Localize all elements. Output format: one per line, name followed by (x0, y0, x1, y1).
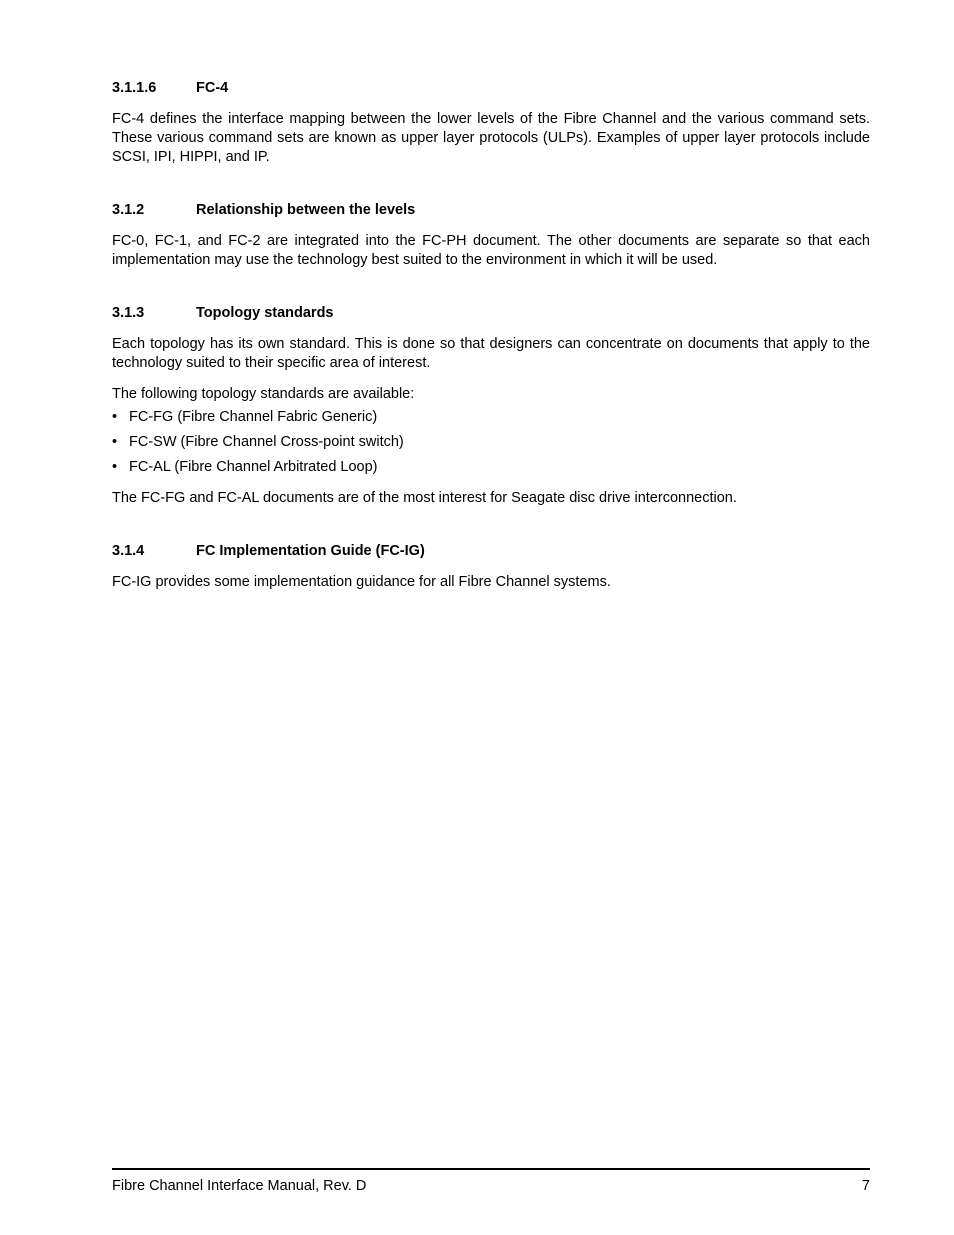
paragraph-topology-lead: The following topology standards are available: (112, 386, 415, 402)
list-item (112, 458, 870, 477)
section-heading-topology (112, 304, 870, 323)
paragraph-topology: Each topology has its own standard. This is done so that designers can concentrate on documents that apply to the technology suited to their specific area of interest. (112, 336, 870, 371)
section-heading-fc4 (112, 79, 870, 98)
section-number: 3.1.1.6 (112, 80, 157, 96)
section-heading-relationship (112, 201, 870, 220)
page-number: 7 (861, 1178, 870, 1194)
paragraph-topology-closing: The FC-FG and FC-AL documents are of the most interest for Seagate disc drive interconnection. (112, 490, 737, 506)
section-number: 3.1.3 (112, 305, 145, 321)
page-footer (112, 1168, 870, 1196)
section-number: 3.1.4 (112, 543, 145, 559)
topology-standards-list (112, 408, 870, 477)
paragraph-fc4: FC-4 defines the interface mapping between the lower levels of the Fibre Channel and the various command sets. These various command sets are known as upper layer protocols (ULPs). Examples of upper layer protocols include SCSI, IPI, HIPPI, and IP. (112, 111, 870, 165)
document-body (112, 79, 870, 592)
list-item-text: FC-AL (Fibre Channel Arbitrated Loop) (129, 459, 378, 475)
section-title: Relationship between the levels (196, 202, 416, 218)
section-title: Topology standards (196, 305, 334, 321)
list-item (112, 408, 870, 427)
bullet-marker: • (112, 434, 118, 450)
bullet-marker: • (112, 459, 118, 475)
section-title: FC Implementation Guide (FC-IG) (196, 543, 425, 559)
section-heading-implementation-guide (112, 542, 870, 561)
footer-title: Fibre Channel Interface Manual, Rev. D (112, 1178, 367, 1194)
section-title: FC-4 (196, 80, 229, 96)
paragraph-relationship: FC-0, FC-1, and FC-2 are integrated into the FC-PH document. The other documents are separate so that each implementation may use the technology best suited to the environment in which it will be used. (112, 233, 870, 268)
section-number: 3.1.2 (112, 202, 145, 218)
list-item (112, 433, 870, 452)
list-item-text: FC-SW (Fibre Channel Cross-point switch) (129, 434, 404, 450)
bullet-marker: • (112, 409, 118, 425)
list-item-text: FC-FG (Fibre Channel Fabric Generic) (129, 409, 378, 425)
paragraph-implementation-guide: FC-IG provides some implementation guidance for all Fibre Channel systems. (112, 574, 611, 590)
